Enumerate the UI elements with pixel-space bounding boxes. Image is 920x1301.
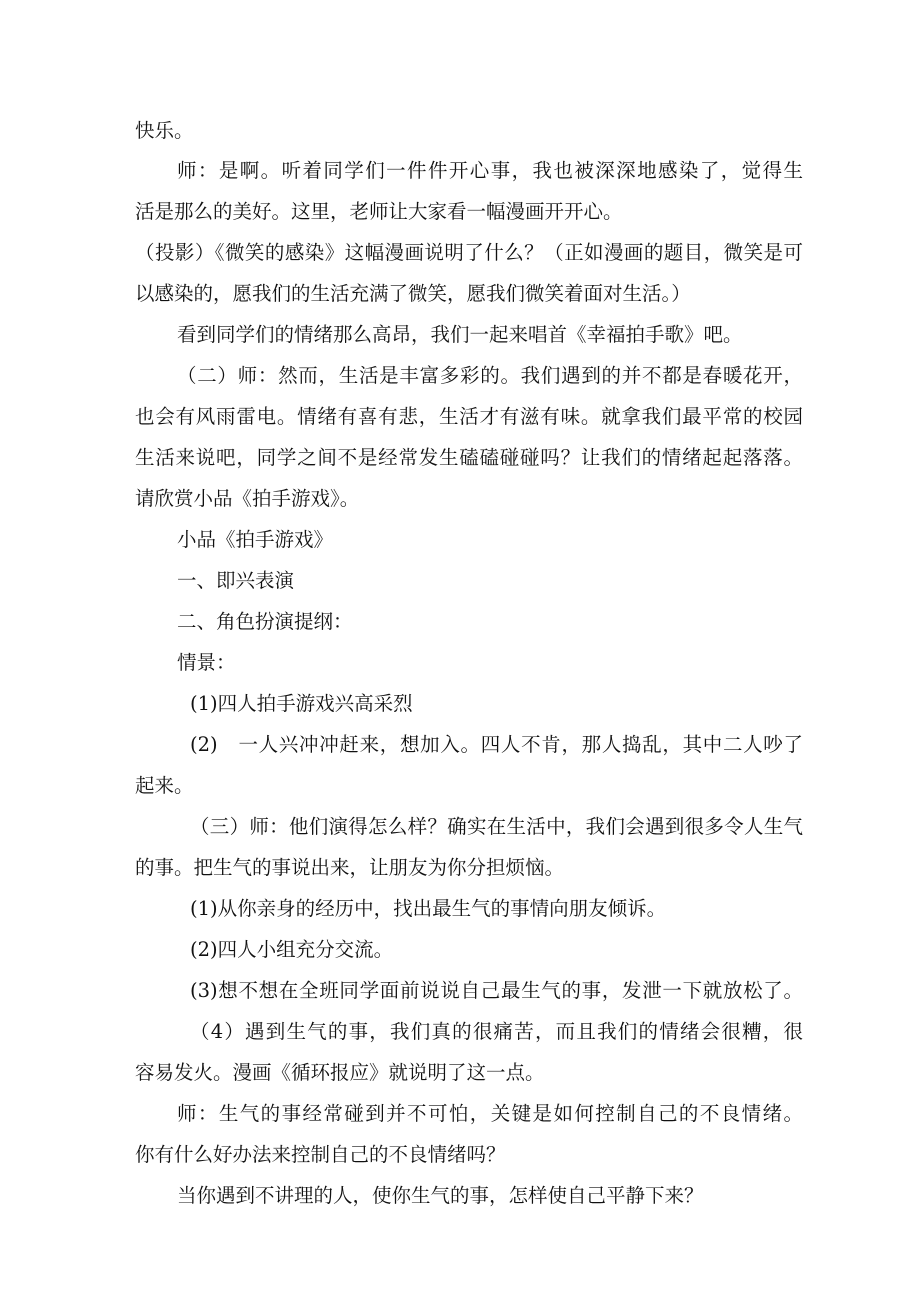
text-line: 看到同学们的情绪那么高昂，我们一起来唱首《幸福拍手歌》吧。 <box>177 323 743 346</box>
text-line: 容易发火。漫画《循环报应》就说明了这一点。 <box>135 1061 545 1084</box>
text-line: 快乐。 <box>135 119 194 142</box>
text-line: 情景： <box>177 651 236 674</box>
text-line: （三）师：他们演得怎么样？确实在生活中，我们会遇到很多令人生气 <box>190 815 803 838</box>
text-line: 的事。把生气的事说出来，让朋友为你分担烦恼。 <box>135 856 565 879</box>
text-line: (2)四人小组充分交流。 <box>190 938 394 961</box>
text-line: 当你遇到不讲理的人，使你生气的事，怎样使自己平静下来？ <box>177 1184 704 1207</box>
text-line: 师：生气的事经常碰到并不可怕，关键是如何控制自己的不良情绪。 <box>177 1102 803 1125</box>
text-line: (3)想不想在全班同学面前说说自己最生气的事，发泄一下就放松了。 <box>190 979 803 1002</box>
text-line: 小品《拍手游戏》 <box>177 528 334 551</box>
text-line: 你有什么好办法来控制自己的不良情绪吗？ <box>135 1143 506 1166</box>
text-line: 也会有风雨雷电。情绪有喜有悲，生活才有滋有味。就拿我们最平常的校园 <box>135 405 803 428</box>
text-line: 请欣赏小品《拍手游戏》。 <box>135 487 360 510</box>
text-line: 以感染的，愿我们的生活充满了微笑，愿我们微笑着面对生活。） <box>135 282 691 305</box>
text-line: (1)从你亲身的经历中，找出最生气的事情向朋友倾诉。 <box>190 897 667 920</box>
text-line: 师：是啊。听着同学们一件件开心事，我也被深深地感染了，觉得生 <box>177 159 803 182</box>
text-line: 一、即兴表演 <box>177 569 295 592</box>
text-line: 二、角色扮演提纲： <box>177 610 353 633</box>
text-line: （4）遇到生气的事，我们真的很痛苦，而且我们的情绪会很糟，很 <box>190 1020 803 1043</box>
text-line: （二）师：然而，生活是丰富多彩的。我们遇到的并不都是春暖花开， <box>177 364 803 387</box>
text-line: 起来。 <box>135 774 194 797</box>
text-line: (1)四人拍手游戏兴高采烈 <box>190 692 413 715</box>
text-line: 生活来说吧，同学之间不是经常发生磕磕碰碰吗？让我们的情绪起起落落。 <box>135 446 803 469</box>
text-line: （投影）《微笑的感染》这幅漫画说明了什么？（正如漫画的题目，微笑是可 <box>135 241 803 264</box>
text-line: (2) 一人兴冲冲赶来，想加入。四人不肯，那人捣乱，其中二人吵了 <box>190 733 803 756</box>
text-line: 活是那么的美好。这里，老师让大家看一幅漫画开开心。 <box>135 200 623 223</box>
